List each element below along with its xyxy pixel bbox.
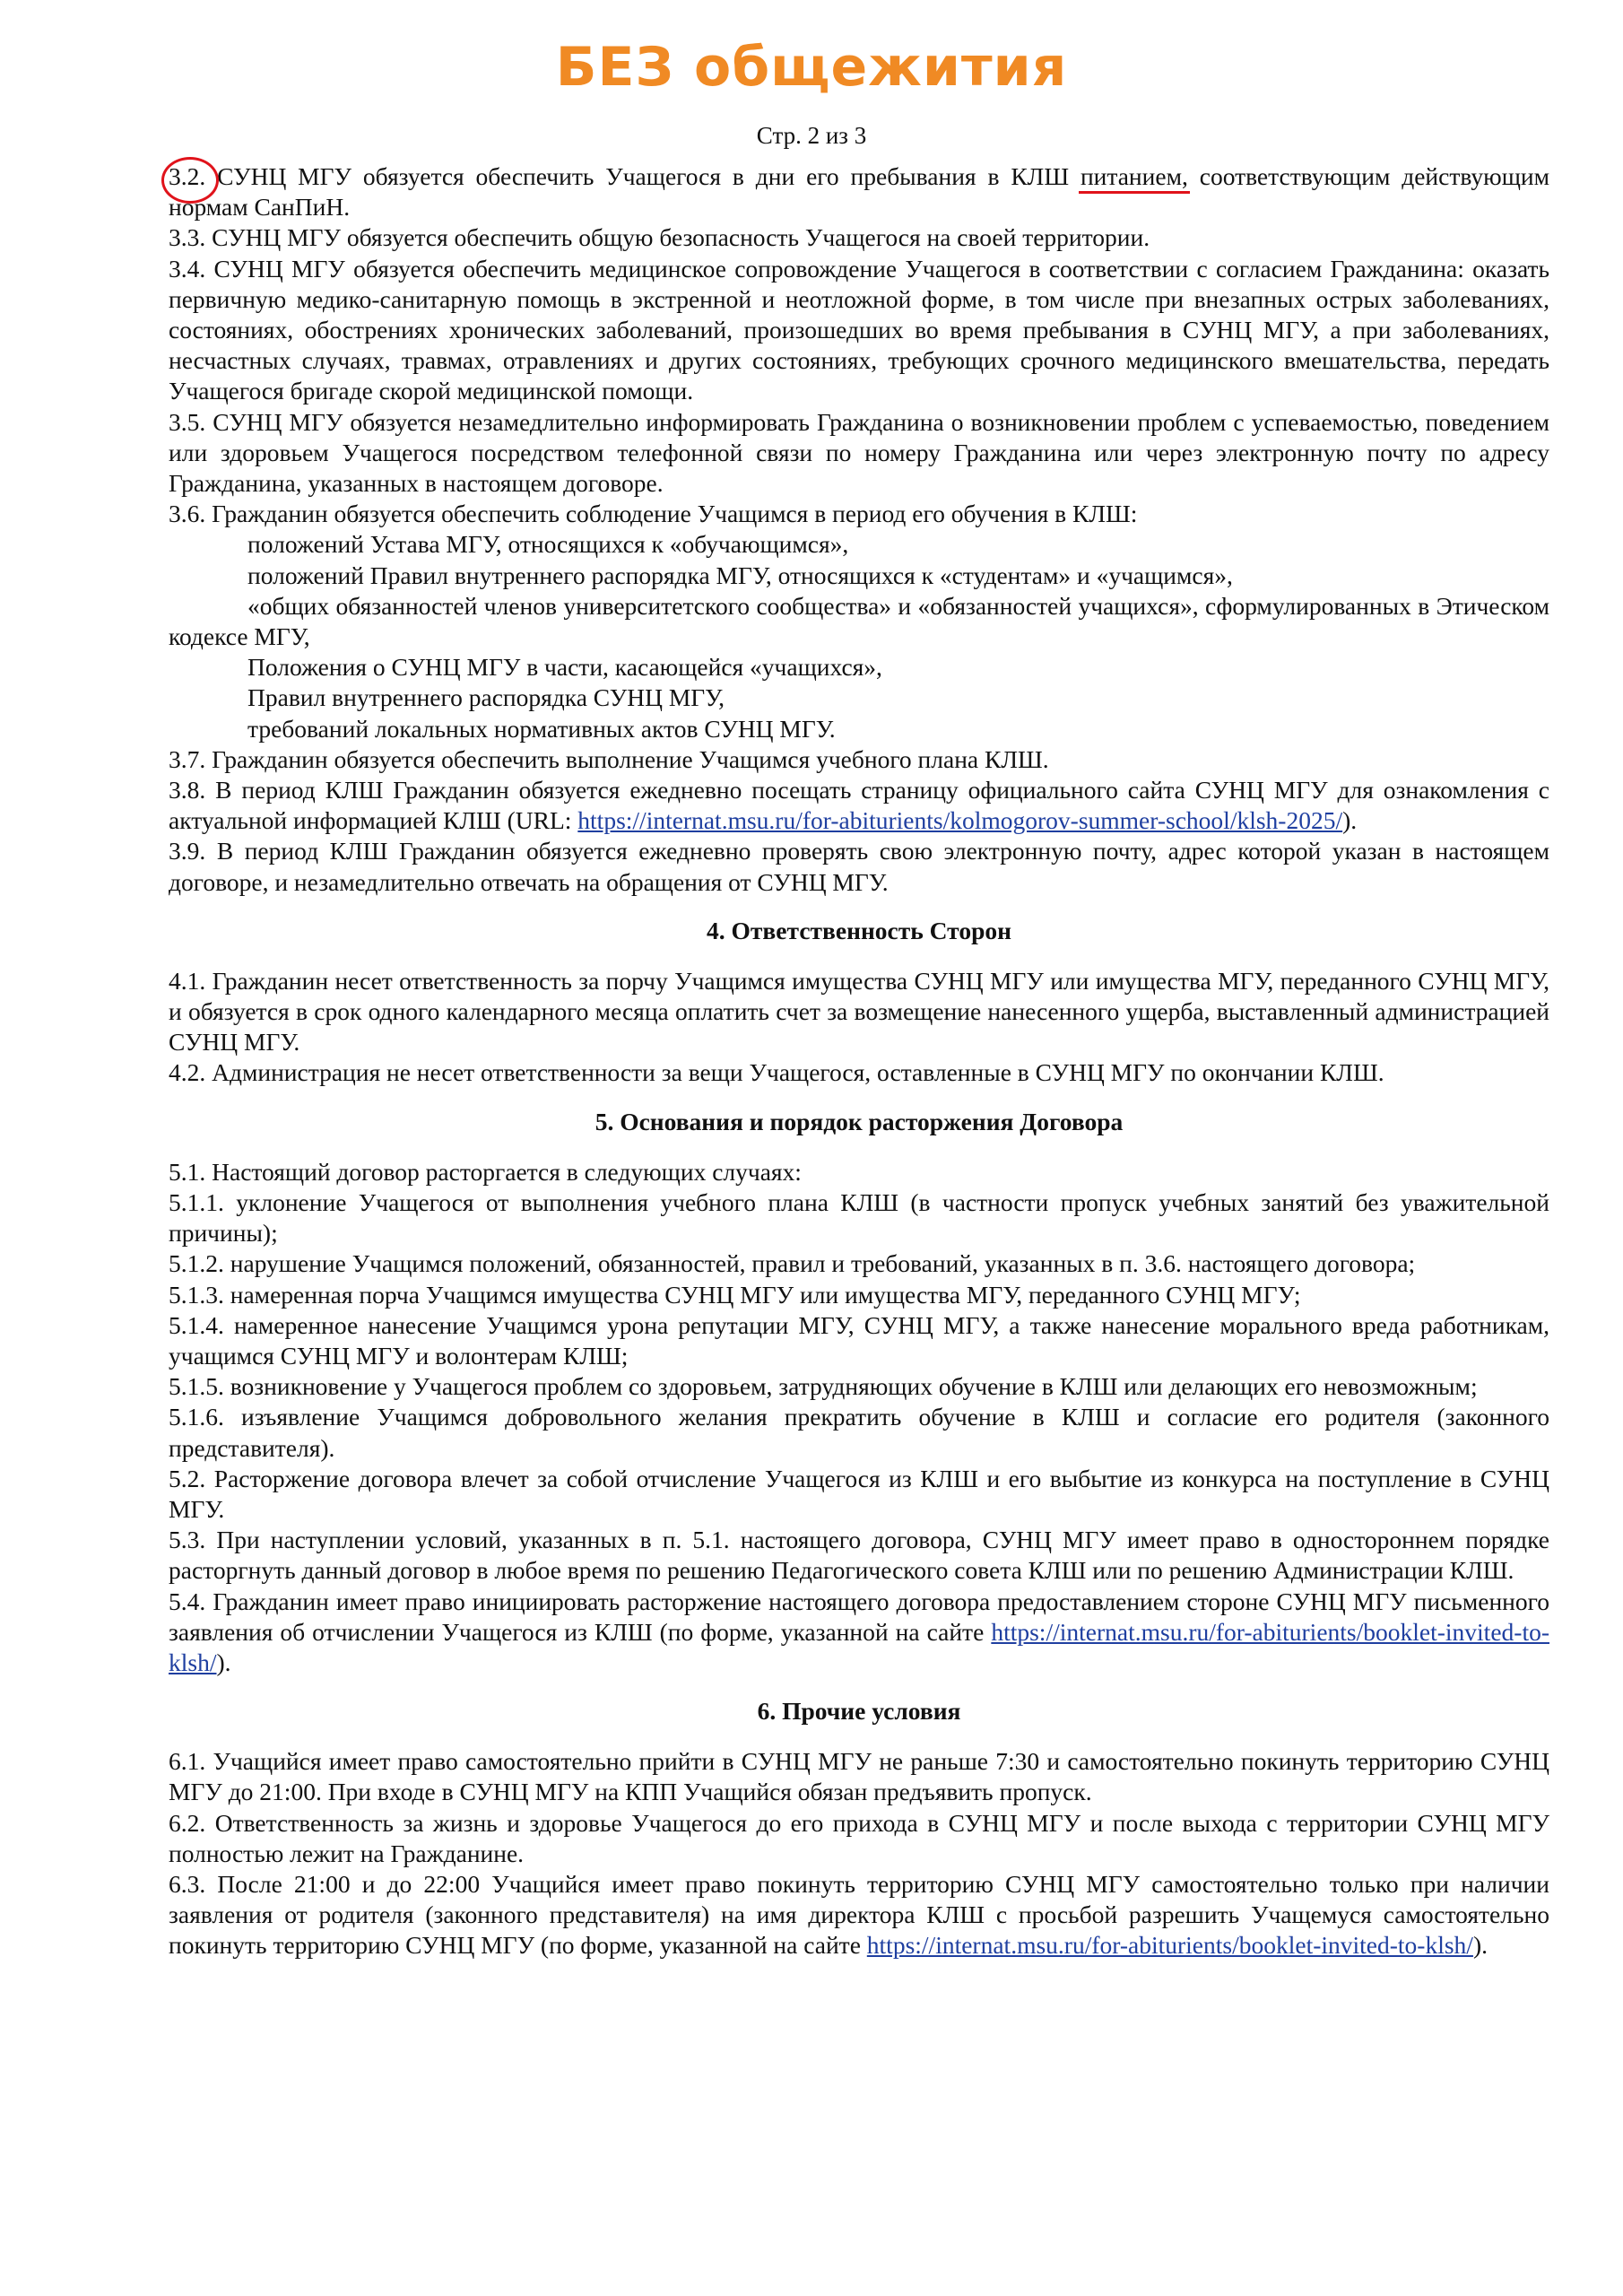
clause-text: 6.3. После 21:00 и до 22:00 Учащийся имеет право покинуть территорию СУНЦ МГУ самостоятельно только при наличии заявления от родителя (законного представителя) на имя директора КЛШ с просьбой разрешить Учащемуся самостоятельно покинуть территорию СУНЦ МГУ (по форме, указанной на сайте — [169, 1869, 1549, 1960]
stamp-label: БЕЗ общежития — [555, 36, 1068, 99]
klsh-url-link[interactable]: https://internat.msu.ru/for-abiturients/kolmogorov-summer-school/klsh-2025/ — [577, 806, 1343, 835]
clause-5-1-1: 5.1.1. уклонение Учащегося от выполнения учебного плана КЛШ (в частности пропуск учебных занятий без уважительной причины); — [169, 1187, 1549, 1248]
clause-5-1: 5.1. Настоящий договор расторгается в следующих случаях: — [169, 1157, 802, 1186]
section-6-title: 6. Прочие условия — [757, 1697, 961, 1726]
clause-5-1-5: 5.1.5. возникновение у Учащегося проблем со здоровьем, затрудняющих обучение в КЛШ или делающих его невозможным; — [169, 1372, 1478, 1401]
clause-5-1-6: 5.1.6. изъявление Учащимся добровольного желания прекратить обучение в КЛШ и согласие его родителя (законного представителя). — [169, 1403, 1549, 1462]
clause-text: 5.4. Гражданин имеет право инициировать расторжение настоящего договора предоставлением стороне СУНЦ МГУ письменного заявления об отчислении Учащегося из КЛШ (по форме, указанной на сайте — [169, 1587, 1549, 1646]
clause-3-6-item: положений Правил внутреннего распорядка МГУ, относящихся к «студентам» и «учащимся», — [247, 561, 1233, 589]
clause-text: 3.8. В период КЛШ Гражданин обязуется ежедневно посещать страницу официального сайта СУНЦ МГУ для ознакомления с актуальной информацией КЛШ (URL: — [169, 776, 1549, 835]
clause-3-6-item: «общих обязанностей членов университетского сообщества» и «обязанностей учащихся», сформулированных в Этическом кодексе МГУ, — [169, 591, 1549, 651]
clause-3-6: 3.6. Гражданин обязуется обеспечить соблюдение Учащимся в период его обучения в КЛШ: — [169, 500, 1138, 528]
clause-3-3: 3.3. СУНЦ МГУ обязуется обеспечить общую безопасность Учащегося на своей территории. — [169, 223, 1150, 252]
clause-6-2: 6.2. Ответственность за жизнь и здоровье Учащегося до его прихода в СУНЦ МГУ и после выхода с территории СУНЦ МГУ полностью лежит на Гражданине. — [169, 1808, 1549, 1867]
clause-text: ). — [1472, 1931, 1488, 1960]
clause-3-6-item: положений Устава МГУ, относящихся к «обучающимся», — [247, 530, 849, 559]
clause-4-1: 4.1. Гражданин несет ответственность за порчу Учащимся имущества СУНЦ МГУ или имущества МГУ, переданного СУНЦ МГУ, и обязуется в срок одного календарного месяца оплатить счет за возмещение нанесенного ущерба, выставленный администрацией СУНЦ МГУ. — [169, 966, 1549, 1057]
clause-text: ). — [1342, 806, 1358, 835]
clause-3-2 — [169, 161, 1549, 222]
clause-3-6-item: требований локальных нормативных актов СУНЦ МГУ. — [247, 714, 836, 743]
clause-text: соответствующим действующим нормам СанПиН. — [169, 162, 1549, 222]
clause-3-7: 3.7. Гражданин обязуется обеспечить выполнение Учащимся учебного плана КЛШ. — [169, 744, 1049, 773]
highlighted-text: питанием, — [1080, 162, 1188, 190]
clause-number: 3.2. — [169, 162, 206, 190]
clause-5-4 — [169, 1587, 1549, 1679]
document-body — [169, 161, 1549, 1961]
clause-3-9: 3.9. В период КЛШ Гражданин обязуется ежедневно проверять свою электронную почту, адрес которой указан в настоящем договоре, и незамедлительно отвечать на обращения от СУНЦ МГУ. — [169, 837, 1549, 896]
page-number: Стр. 2 из 3 — [756, 122, 867, 149]
clause-6-1: 6.1. Учащийся имеет право самостоятельно прийти в СУНЦ МГУ не раньше 7:30 и самостоятельно покинуть территорию СУНЦ МГУ до 21:00. При входе в СУНЦ МГУ на КПП Учащийся обязан предъявить пропуск. — [169, 1747, 1549, 1806]
clause-text: ). — [216, 1648, 231, 1676]
clause-5-1-4: 5.1.4. намеренное нанесение Учащимся урона репутации МГУ, СУНЦ МГУ, а также нанесение морального вреда работникам, учащимся СУНЦ МГУ и волонтерам КЛШ; — [169, 1310, 1549, 1370]
underlined-word — [1081, 162, 1188, 190]
clause-3-5: 3.5. СУНЦ МГУ обязуется незамедлительно информировать Гражданина о возникновении проблем с успеваемостью, поведением или здоровьем Учащегося посредством телефонной связи по номеру Гражданина или через электронную почту по адресу Гражданина, указанных в настоящем договоре. — [169, 407, 1549, 498]
red-underline-annotation — [1079, 191, 1190, 194]
clause-5-1-2: 5.1.2. нарушение Учащимся положений, обязанностей, правил и требований, указанных в п. 3.6. настоящего договора; — [169, 1249, 1416, 1278]
clause-text: СУНЦ МГУ обязуется обеспечить Учащегося в дни его пребывания в КЛШ — [205, 162, 1081, 190]
clause-3-6-item: Правил внутреннего распорядка СУНЦ МГУ, — [247, 683, 725, 712]
booklet-url-link[interactable]: https://internat.msu.ru/for-abiturients/booklet-invited-to-klsh/ — [866, 1931, 1473, 1960]
section-4-title: 4. Ответственность Сторон — [707, 916, 1011, 944]
clause-3-4: 3.4. СУНЦ МГУ обязуется обеспечить медицинское сопровождение Учащегося в соответствии с согласием Гражданина: оказать первичную медико-санитарную помощь в экстренной и неотложной форме, в том числе при внезапных острых заболеваниях, состояниях, обострениях хронических заболеваний, произошедших во время пребывания в СУНЦ МГУ, а при заболеваниях, несчастных случаях, травмах, отравлениях и других состояниях, требующих срочного медицинского вмешательства, передать Учащегося бригаде скорой медицинской помощи. — [169, 254, 1549, 405]
clause-5-1-3: 5.1.3. намеренная порча Учащимся имущества СУНЦ МГУ или имущества МГУ, переданного СУНЦ МГУ; — [169, 1280, 1301, 1309]
clause-4-2: 4.2. Администрация не несет ответственности за вещи Учащегося, оставленные в СУНЦ МГУ по окончании КЛШ. — [169, 1058, 1384, 1087]
clause-5-2: 5.2. Расторжение договора влечет за собой отчисление Учащегося из КЛШ и его выбытие из конкурса на поступление в СУНЦ МГУ. — [169, 1464, 1549, 1523]
clause-3-6-item: Положения о СУНЦ МГУ в части, касающейся «учащихся», — [247, 653, 882, 682]
section-5-title: 5. Основания и порядок расторжения Договора — [595, 1107, 1124, 1135]
booklet-url-link[interactable]: https://internat.msu.ru/for-abiturients/booklet-invited-to-klsh/ — [169, 1617, 1549, 1676]
clause-3-8 — [169, 775, 1549, 836]
clause-6-3 — [169, 1869, 1549, 1961]
clause-number-circled — [169, 162, 205, 190]
clause-5-3: 5.3. При наступлении условий, указанных в п. 5.1. настоящего договора, СУНЦ МГУ имеет право в одностороннем порядке расторгнуть данный договор в любое время по решению Педагогического совета КЛШ или по решению Администрации КЛШ. — [169, 1526, 1549, 1585]
